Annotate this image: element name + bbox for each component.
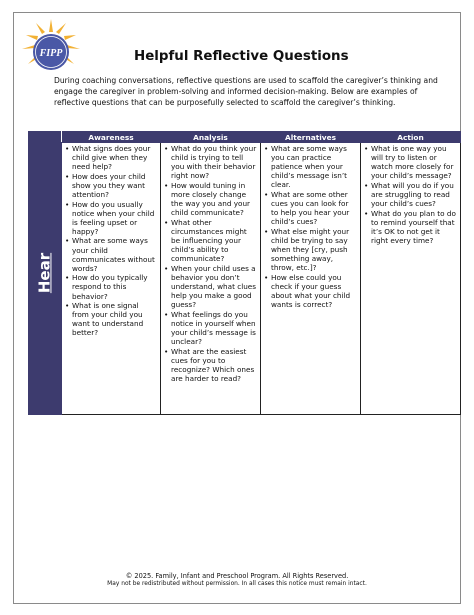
analysis-question-list: [164, 144, 257, 383]
list-item: • What are the easiest cues for you to recognize? Which ones are harder to read?: [164, 347, 257, 383]
cell-analysis: [161, 143, 261, 415]
awareness-question-list: [65, 144, 157, 337]
header-corner: [29, 132, 62, 143]
list-item: • What are some ways you can practice patience when your child’s message isn’t clear.: [264, 144, 357, 189]
fipp-logo: [20, 18, 82, 80]
list-item: • What signs does your child give when they need help?: [65, 144, 157, 171]
list-item: • What do you plan to do to remind yourself that it’s OK to not get it right every time?: [364, 209, 457, 245]
list-item: • How do you typically respond to this behavior?: [65, 273, 157, 300]
page-title: Helpful Reflective Questions: [134, 49, 349, 64]
list-item: • What other circumstances might be influencing your child’s ability to communicate?: [164, 218, 257, 263]
column-header-alternatives: Alternatives: [261, 132, 361, 143]
cell-action: [361, 143, 461, 415]
row-label-cell: [29, 143, 62, 415]
list-item: • What feelings do you notice in yourself when your child’s message is unclear?: [164, 310, 257, 346]
list-item: • What will you do if you are struggling to read your child’s cues?: [364, 181, 457, 208]
list-item: • When your child uses a behavior you don’t understand, what clues help you make a good guess?: [164, 264, 257, 309]
footer-notice: May not be redistributed without permission. In all cases this notice must remain intact.: [107, 581, 367, 587]
reflective-questions-table: [28, 131, 461, 415]
list-item: • How would tuning in more closely change the way you and your child communicate?: [164, 181, 257, 217]
list-item: • What are some other cues you can look for to help you hear your child’s cues?: [264, 190, 357, 226]
table-row-hear: [29, 143, 461, 415]
list-item: • What else might your child be trying to say when they [cry, push something away, throw, etc.]?: [264, 227, 357, 272]
cell-alternatives: [261, 143, 361, 415]
list-item: • What do you think your child is trying to tell you with their behavior right now?: [164, 144, 257, 180]
table-header-row: [29, 132, 461, 143]
list-item: • How else could you check if your guess about what your child wants is correct?: [264, 273, 357, 309]
list-item: • What is one way you will try to listen or watch more closely for your child’s message?: [364, 144, 457, 180]
column-header-action: Action: [361, 132, 461, 143]
column-header-awareness: Awareness: [62, 132, 161, 143]
column-header-analysis: Analysis: [161, 132, 261, 143]
list-item: • What are some ways your child communicates without words?: [65, 236, 157, 272]
logo-text: FIPP: [39, 48, 63, 59]
list-item: • How does your child show you they want attention?: [65, 172, 157, 199]
list-item: • What is one signal from your child you want to understand better?: [65, 301, 157, 337]
intro-paragraph: During coaching conversations, reflective questions are used to scaffold the caregiver’s thinking and engage the caregiver in problem-solving and informed decision-making. Below are examples of reflective questions that can be purposefully selected to scaffold the caregiver’s thinking.: [54, 76, 438, 107]
alternatives-question-list: [264, 144, 357, 309]
row-label-hear: Hear: [35, 252, 54, 294]
footer-copyright: © 2025. Family, Infant and Preschool Program. All Rights Reserved.: [125, 572, 349, 580]
list-item: • How do you usually notice when your child is feeling upset or happy?: [65, 200, 157, 236]
cell-awareness: [62, 143, 161, 415]
action-question-list: [364, 144, 457, 245]
